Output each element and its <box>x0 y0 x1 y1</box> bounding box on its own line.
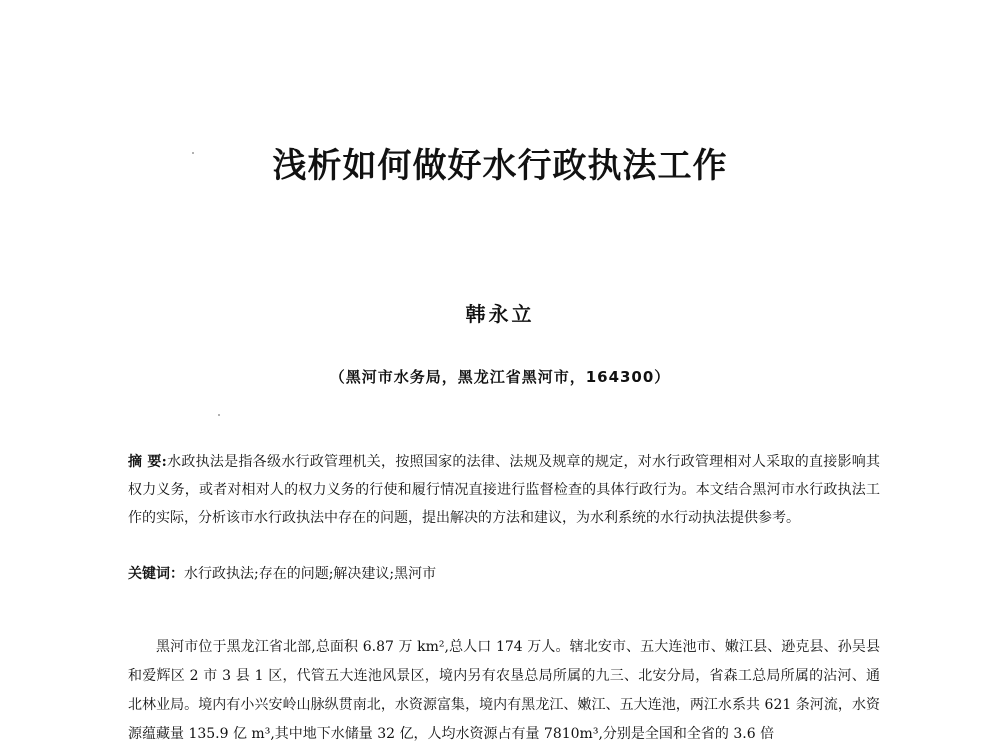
keywords-text: 水行政执法;存在的问题;解决建议;黑河市 <box>184 566 437 582</box>
paper-title: 浅析如何做好水行政执法工作 <box>272 146 728 186</box>
author-affiliation: （黑河市水务局，黑龙江省黑河市，164300） <box>329 368 671 386</box>
scan-speck <box>218 414 220 416</box>
keywords-label: 关键词： <box>128 566 184 582</box>
abstract-text: 水政执法是指各级水行政管理机关，按照国家的法律、法规及规章的规定，对水行政管理相对人采取的直接影响其权力义务，或者对相对人的权力义务的行使和履行情况直接进行监督检查的具体行政行为。本文结合黑河市水行政执法工作的实际，分析该市水行政执法中存在的问题，提出解决的方法和建议，为水利系统的水行动执法提供参考。 <box>128 454 881 526</box>
abstract-block <box>128 448 880 532</box>
abstract-label: 摘 要: <box>128 454 167 470</box>
body-paragraph: 黑河市位于黑龙江省北部,总面积 6.87 万 km²,总人口 174 万人。辖北安市、五大连池市、嫩江县、逊克县、孙吴县和爱辉区 2 市 3 县 1 区，代管五大连池风景区，境内另有农垦总局所属的九三、北安分局，省森工总局所属的沾河、通北林业局。境内有小兴安岭山脉纵贯南北，水资源富集，境内有黑龙江、嫩江、五大连池，两江水系共 621 条河流，水资源蕴藏量 135.9 亿 m³,其中地下水储量 32 亿，人均水资源占有量 7810m³,分别是全国和全省的 3.6 倍 <box>128 639 880 742</box>
author-name: 韩永立 <box>465 302 535 326</box>
keywords-block <box>128 560 880 588</box>
